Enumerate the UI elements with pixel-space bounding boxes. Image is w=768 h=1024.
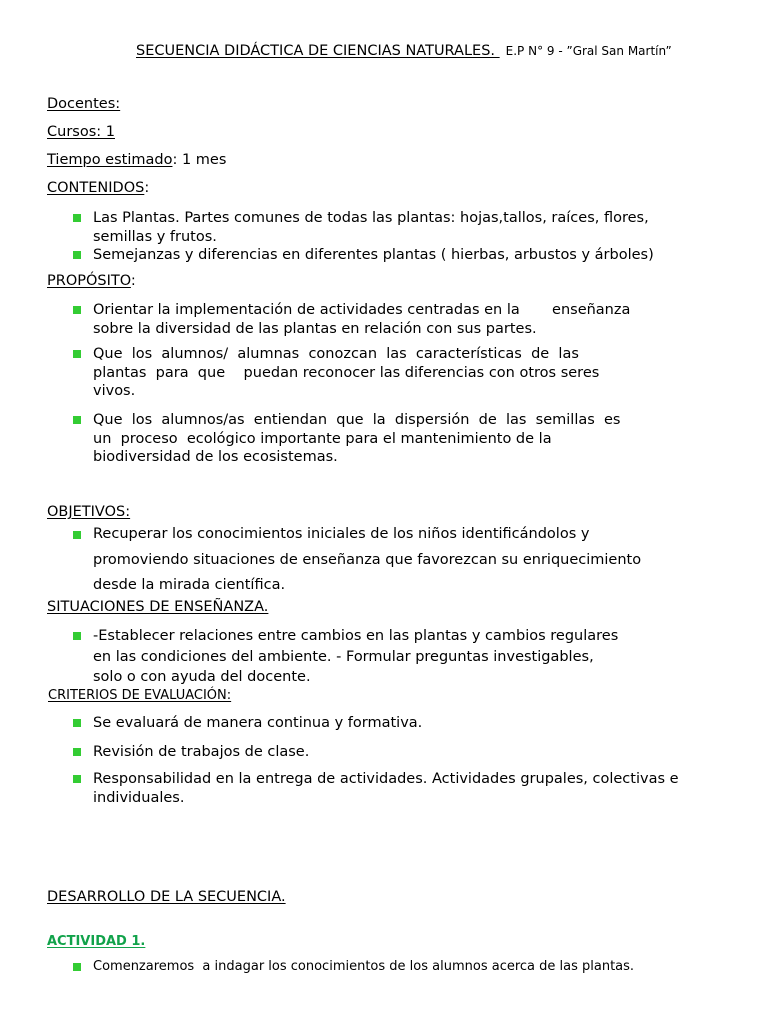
docentes-label: Docentes: (47, 96, 121, 112)
item-line: Revisión de trabajos de clase. (93, 744, 310, 760)
list-item (0, 770, 733, 807)
list-item (0, 209, 733, 246)
list-item (0, 345, 733, 401)
school-name: E.P N° 9 - ”Gral San Martín” (505, 44, 672, 58)
bullet-square-icon (73, 775, 81, 783)
proposito-list (0, 301, 733, 338)
proposito-heading-text: PROPÓSITO (47, 273, 131, 289)
list-item (0, 958, 733, 977)
contenidos-heading (47, 180, 149, 196)
item-line: semillas y frutos. (93, 228, 217, 245)
bullet-square-icon (73, 350, 81, 358)
item-line: Comenzaremos a indagar los conocimientos de los alumnos acerca de las plantas. (93, 959, 635, 974)
contenidos-heading-text: CONTENIDOS (47, 180, 145, 196)
desarrollo-heading: DESARROLLO DE LA SECUENCIA. (47, 889, 286, 905)
list-item (0, 246, 733, 265)
criterios-list-3 (0, 770, 733, 807)
item-line: Responsabilidad en la entrega de actividades. Actividades grupales, colectivas e (93, 771, 679, 787)
list-item (0, 411, 733, 467)
tiempo-label: Tiempo estimado (47, 152, 173, 168)
item-line: Recuperar los conocimientos iniciales de los niños identificándolos y (93, 526, 590, 542)
bullet-square-icon (73, 214, 81, 222)
item-line: promoviendo situaciones de enseñanza que favorezcan su enriquecimiento (93, 551, 642, 568)
item-line: vivos. (93, 383, 136, 399)
desarrollo-list (0, 958, 733, 977)
item-line: Las Plantas. Partes comunes de todas las plantas: hojas,tallos, raíces, flores, (93, 210, 649, 226)
item-line: Que los alumnos/as entiendan que la dispersión de las semillas es (93, 412, 621, 428)
bullet-square-icon (73, 306, 81, 314)
activity-title: ACTIVIDAD 1. (47, 934, 146, 949)
proposito-list-3 (0, 411, 733, 467)
situaciones-heading: SITUACIONES DE ENSEÑANZA. (47, 599, 269, 615)
criterios-list-2 (0, 743, 733, 762)
list-item (0, 743, 733, 762)
item-line: individuales. (93, 789, 185, 806)
list-item (0, 626, 733, 688)
item-line: un proceso ecológico importante para el mantenimiento de la (93, 430, 552, 447)
proposito-list-2 (0, 345, 733, 401)
proposito-colon: : (130, 273, 136, 289)
tiempo-value: : 1 mes (172, 152, 227, 168)
objetivos-list (0, 522, 733, 599)
item-line: plantas para que puedan reconocer las diferencias con otros seres (93, 364, 600, 381)
cursos-line (47, 124, 115, 140)
criterios-heading: CRITERIOS DE EVALUACIÓN: (48, 688, 232, 703)
list-item (0, 714, 733, 733)
item-line: sobre la diversidad de las plantas en relación con sus partes. (93, 320, 537, 337)
item-line: en las condiciones del ambiente. - Formular preguntas investigables, (93, 648, 594, 665)
bullet-square-icon (73, 719, 81, 727)
criterios-list (0, 714, 733, 733)
item-line: biodiversidad de los ecosistemas. (93, 449, 338, 465)
list-item (0, 522, 733, 599)
cursos-label: Cursos: 1 (47, 124, 115, 140)
bullet-square-icon (73, 251, 81, 259)
item-line: desde la mirada científica. (93, 577, 286, 593)
objetivos-heading: OBJETIVOS: (47, 504, 131, 520)
item-line: Orientar la implementación de actividades centradas en la enseñanza (93, 302, 631, 318)
document-title: SECUENCIA DIDÁCTICA DE CIENCIAS NATURALES. (136, 43, 500, 59)
bullet-square-icon (73, 632, 81, 640)
item-line: -Establecer relaciones entre cambios en las plantas y cambios regulares (93, 628, 619, 644)
proposito-heading (47, 273, 136, 289)
bullet-square-icon (73, 748, 81, 756)
bullet-square-icon (73, 963, 81, 971)
situaciones-list (0, 626, 733, 688)
item-line: Semejanzas y diferencias en diferentes plantas ( hierbas, arbustos y árboles) (93, 247, 654, 263)
list-item (0, 301, 733, 338)
bullet-square-icon (73, 531, 81, 539)
item-line: Se evaluará de manera continua y formativa. (93, 715, 423, 731)
contenidos-colon: : (144, 180, 150, 196)
contenidos-list (0, 209, 733, 265)
document-header (136, 43, 672, 59)
tiempo-line (47, 152, 226, 168)
bullet-square-icon (73, 416, 81, 424)
item-line: solo o con ayuda del docente. (93, 669, 311, 685)
item-line: Que los alumnos/ alumnas conozcan las características de las (93, 346, 579, 362)
